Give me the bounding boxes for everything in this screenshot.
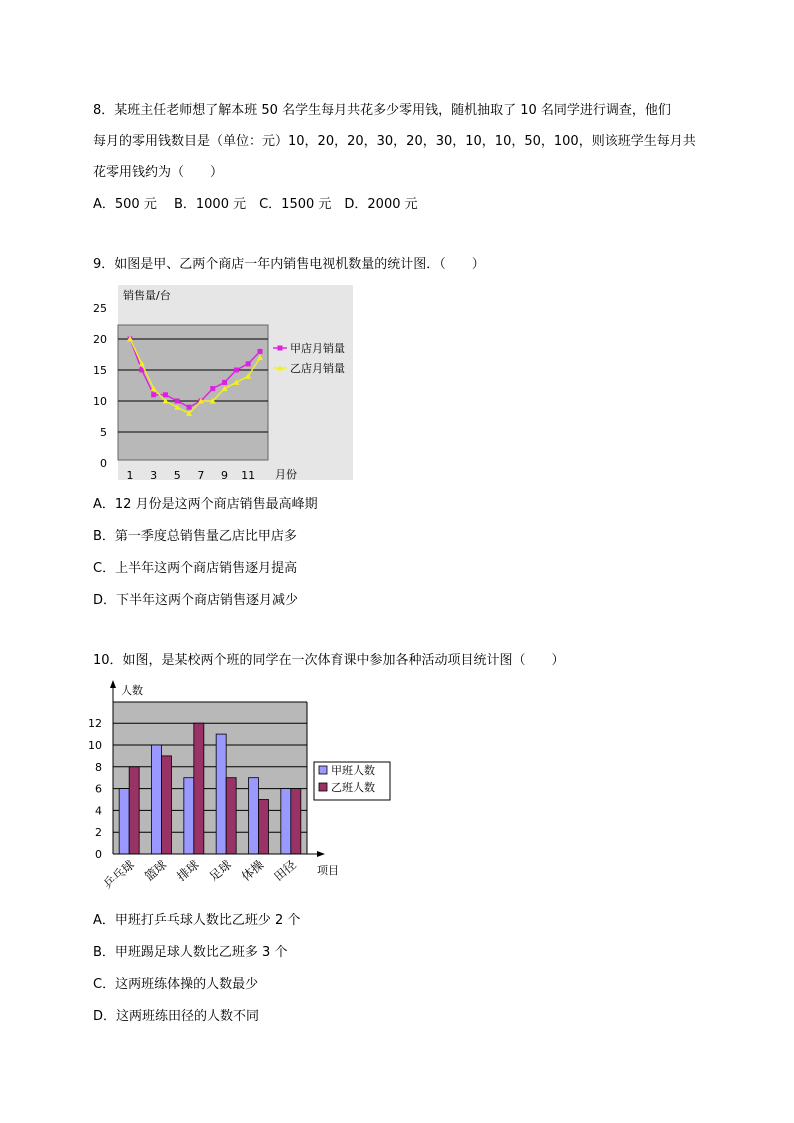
y-tick-label: 4 xyxy=(95,804,102,818)
bar xyxy=(281,789,291,854)
data-point xyxy=(246,361,251,366)
data-point xyxy=(234,368,239,373)
y-axis-arrow xyxy=(110,680,116,688)
data-point xyxy=(187,405,192,410)
x-tick-label: 乒乓球 xyxy=(100,857,138,892)
y-tick-label: 12 xyxy=(88,717,102,731)
legend-label: 甲店月销量 xyxy=(290,342,345,355)
line-chart xyxy=(93,285,353,480)
bar xyxy=(162,756,172,854)
q8-options: A．500 元 B．1000 元 C．1500 元 D．2000 元 xyxy=(93,197,418,212)
y-tick-label: 0 xyxy=(100,457,107,470)
bar xyxy=(216,734,226,854)
y-tick-label: 0 xyxy=(95,848,102,861)
bar xyxy=(249,778,259,854)
q9-option-c: C．上半年这两个商店销售逐月提高 xyxy=(93,561,298,576)
bar xyxy=(119,789,129,854)
q9-stem: 9．如图是甲、乙两个商店一年内销售电视机数量的统计图．（ ） xyxy=(93,257,485,272)
x-tick-label: 排球 xyxy=(174,857,202,884)
y-tick-label: 15 xyxy=(93,364,107,377)
data-point xyxy=(175,399,180,404)
y-tick-label: 25 xyxy=(93,302,107,315)
y-tick-label: 6 xyxy=(95,782,102,796)
legend-swatch xyxy=(319,766,327,774)
x-tick-label: 田径 xyxy=(271,857,299,884)
q8-line-2: 每月的零用钱数目是（单位：元）10，20，20，30，20，30，10，10，50，100，则该班学生每月共 xyxy=(93,134,696,149)
q9-option-b: B．第一季度总销售量乙店比甲店多 xyxy=(93,529,297,544)
y-tick-label: 2 xyxy=(95,826,102,840)
bar xyxy=(152,745,162,854)
y-tick-label: 5 xyxy=(100,426,107,439)
plot-area xyxy=(118,325,268,460)
x-tick-label: 足球 xyxy=(206,857,235,884)
q8-line-3: 花零用钱约为（ ） xyxy=(93,165,224,180)
y-axis-label: 销售量/台 xyxy=(123,289,171,302)
data-point xyxy=(222,380,227,385)
x-tick-label: 7 xyxy=(197,469,205,482)
q10-option-a: A．甲班打乒乓球人数比乙班少 2 个 xyxy=(93,913,301,928)
bar-chart xyxy=(88,680,375,895)
legend-swatch xyxy=(319,783,327,791)
q8-line-1: 8．某班主任老师想了解本班 50 名学生每月共花多少零用钱，随机抽取了 10 名同学进行调查，他们 xyxy=(93,103,671,118)
q10-option-c: C．这两班练体操的人数最少 xyxy=(93,977,259,992)
plot-area xyxy=(113,702,307,854)
x-axis-arrow xyxy=(317,851,325,857)
bar xyxy=(184,778,194,854)
y-tick-label: 10 xyxy=(93,395,107,408)
legend-label: 乙店月销量 xyxy=(290,362,345,375)
q9-option-d: D．下半年这两个商店销售逐月减少 xyxy=(93,593,299,608)
legend-label: 乙班人数 xyxy=(331,781,375,794)
bar xyxy=(259,800,269,855)
y-axis-label: 人数 xyxy=(121,684,143,697)
y-tick-label: 8 xyxy=(95,760,102,774)
bar xyxy=(129,767,139,854)
q9-option-a: A．12 月份是这两个商店销售最高峰期 xyxy=(93,497,318,512)
x-tick-label: 体操 xyxy=(239,857,267,884)
x-tick-label: 3 xyxy=(150,469,158,482)
data-point xyxy=(163,392,168,397)
x-tick-label: 11 xyxy=(241,469,256,482)
bar xyxy=(226,778,236,854)
y-tick-label: 20 xyxy=(93,333,107,346)
data-point xyxy=(258,349,263,354)
q10-option-d: D．这两班练田径的人数不同 xyxy=(93,1009,260,1024)
data-point xyxy=(151,392,156,397)
x-tick-label: 9 xyxy=(221,469,229,482)
legend-label: 甲班人数 xyxy=(331,764,375,777)
x-tick-label: 1 xyxy=(126,469,134,482)
y-tick-label: 10 xyxy=(88,739,102,752)
data-point xyxy=(210,386,215,391)
legend-marker xyxy=(278,346,283,351)
bar xyxy=(194,723,204,854)
bar xyxy=(291,789,301,854)
q10-option-b: B．甲班踢足球人数比乙班多 3 个 xyxy=(93,945,288,960)
x-tick-label: 5 xyxy=(173,469,181,482)
x-axis-label: 月份 xyxy=(275,468,297,481)
x-axis-label: 项目 xyxy=(317,864,339,877)
x-tick-label: 篮球 xyxy=(142,857,170,884)
q10-stem: 10．如图，是某校两个班的同学在一次体育课中参加各种活动项目统计图（ ） xyxy=(93,653,565,668)
